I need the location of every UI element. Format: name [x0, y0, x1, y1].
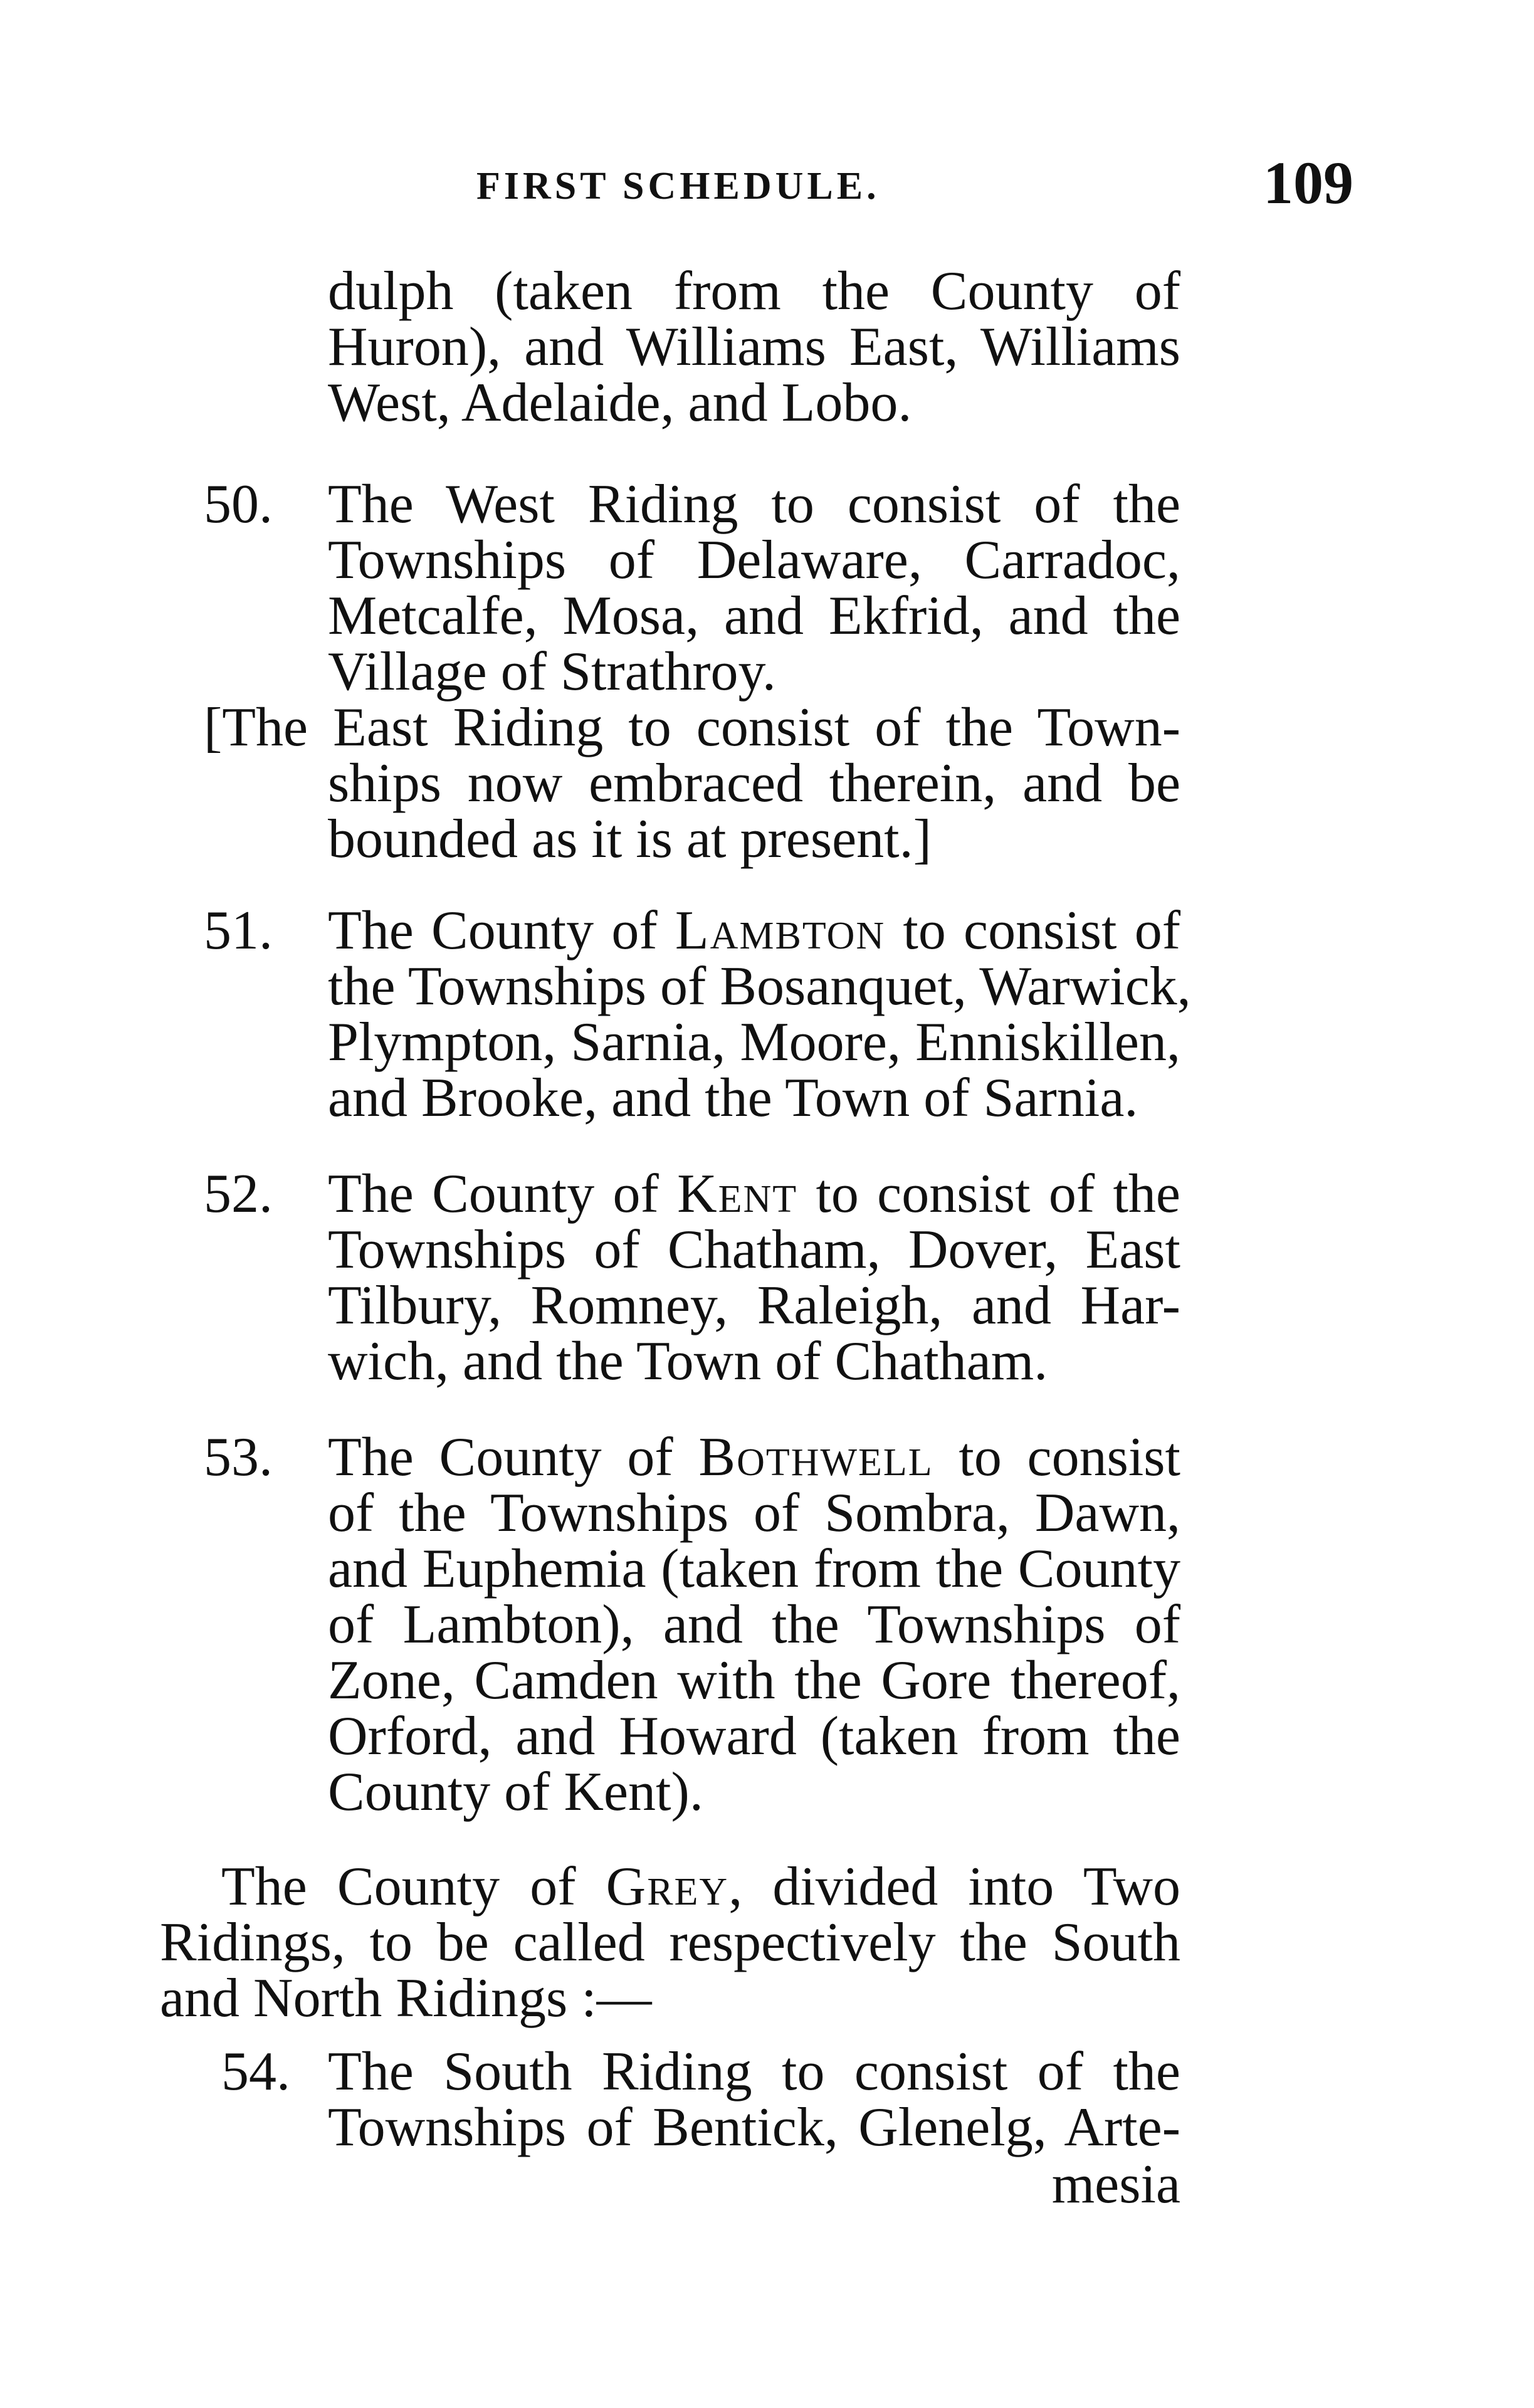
text-line: of Lambton), and the Townships of — [328, 1594, 1180, 1655]
item-50-paragraph — [328, 476, 1180, 700]
text-line: County of Kent). — [328, 1762, 703, 1822]
text-line: [The East Riding to consist of the Town- — [204, 697, 1180, 758]
text-line: Ridings, to be called respectively the South — [160, 1912, 1180, 1973]
county-name: Kent — [677, 1164, 798, 1224]
county-name: Grey — [606, 1856, 729, 1917]
grey-intro-first-line — [221, 1856, 1180, 1917]
text-line: of the Townships of Sombra, Dawn, — [328, 1483, 1180, 1543]
item-number: 51. — [204, 900, 273, 961]
text-fragment: to consist — [933, 1427, 1180, 1488]
text-line: wich, and the Town of Chatham. — [328, 1331, 1048, 1392]
item-51-paragraph — [328, 900, 1191, 1128]
text-line: Townships of Chatham, Dover, East — [328, 1219, 1180, 1280]
item-number: 52. — [204, 1164, 273, 1224]
item-number: 50. — [204, 474, 273, 535]
text-fragment: The County of — [328, 1427, 699, 1488]
text-fragment: , divided into Two — [728, 1856, 1180, 1917]
grey-intro-paragraph — [160, 1912, 1180, 2029]
text-fragment: to consist of the — [797, 1164, 1180, 1224]
text-fragment: The County of — [328, 1164, 678, 1224]
page-number: 109 — [1263, 149, 1353, 216]
continuation-paragraph — [328, 263, 1180, 431]
text-line: Plympton, Sarnia, Moore, Enniskillen, — [328, 1012, 1180, 1073]
item-52-paragraph — [328, 1164, 1180, 1392]
text-line: Townships of Bentick, Glenelg, Arte- — [328, 2097, 1180, 2158]
east-riding-continuation — [328, 753, 1180, 870]
county-name: Lambton — [675, 900, 886, 961]
item-53-paragraph — [328, 1429, 1180, 1820]
text-line: Orford, and Howard (taken from the — [328, 1706, 1180, 1767]
running-head: FIRST SCHEDULE. — [476, 165, 880, 208]
text-line: dulph (taken from the County of — [328, 261, 1180, 322]
text-line: Huron), and Williams East, Williams — [328, 317, 1180, 377]
text-fragment: The County of — [221, 1856, 606, 1917]
text-line: and Euphemia (taken from the County — [328, 1538, 1180, 1599]
county-name: Bothwell — [698, 1427, 933, 1488]
text-line — [328, 1427, 1180, 1488]
text-line: The South Riding to consist of the — [328, 2041, 1180, 2102]
text-line: Village of Strathroy. — [328, 641, 776, 702]
text-line: ships now embraced therein, and be — [328, 753, 1180, 814]
text-line: and North Ridings :— — [160, 1968, 652, 2029]
item-54-paragraph — [328, 2041, 1180, 2158]
item-number: 53. — [204, 1427, 273, 1488]
text-line: Tilbury, Romney, Raleigh, and Har- — [328, 1275, 1180, 1336]
text-line: West, Adelaide, and Lobo. — [328, 372, 912, 433]
text-line: and Brooke, and the Town of Sarnia. — [328, 1068, 1138, 1128]
text-line: Metcalfe, Mosa, and Ekfrid, and the — [328, 586, 1180, 646]
text-line: Zone, Camden with the Gore thereof, — [328, 1650, 1180, 1711]
text-line — [328, 1166, 1180, 1222]
catchword: mesia — [1051, 2154, 1180, 2215]
text-line: The West Riding to consist of the — [328, 474, 1180, 535]
item-number: 54. — [221, 2041, 290, 2102]
text-line: the Townships of Bosanquet, Warwick, — [328, 956, 1191, 1017]
text-fragment: to consist of — [885, 900, 1180, 961]
east-riding-paragraph — [204, 697, 1180, 758]
text-line — [221, 1856, 1180, 1917]
text-line: bounded as it is at present.] — [328, 809, 932, 870]
text-line — [328, 900, 1180, 961]
text-line: Townships of Delaware, Carradoc, — [328, 530, 1180, 591]
text-fragment: The County of — [328, 900, 675, 961]
catchword-line — [328, 2154, 1180, 2215]
